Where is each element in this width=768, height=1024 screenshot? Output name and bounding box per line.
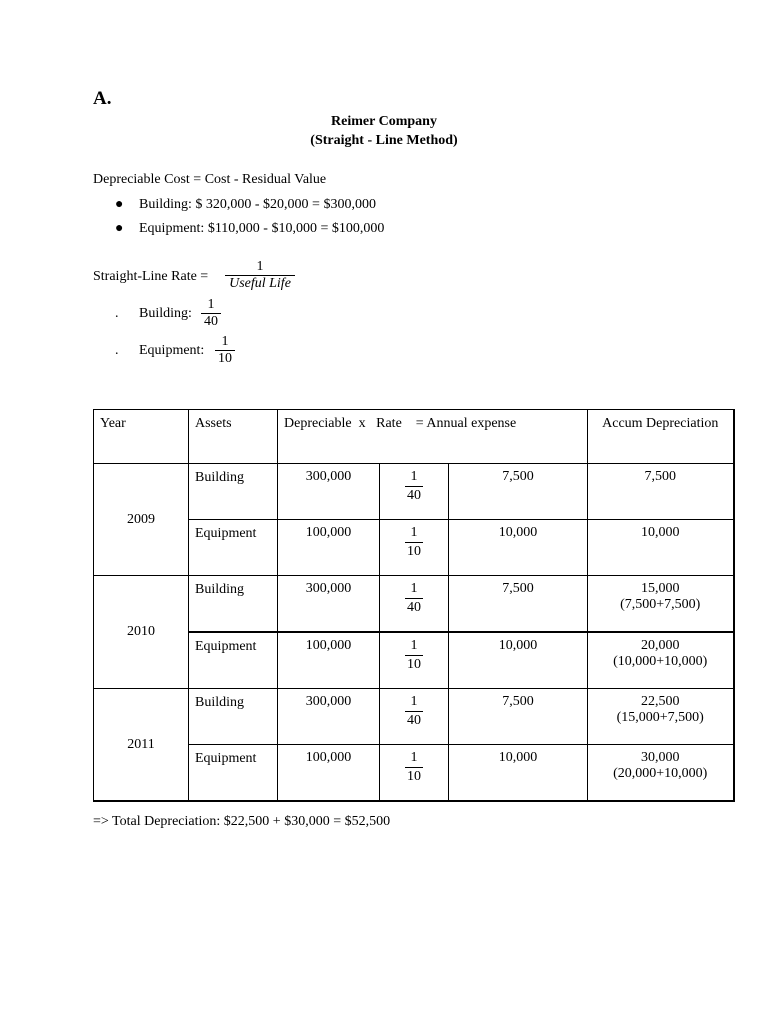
rate-item-equipment bbox=[115, 343, 204, 359]
accum-cell bbox=[588, 689, 734, 745]
table-row bbox=[94, 689, 734, 745]
table-row bbox=[94, 520, 734, 576]
asset-cell: Building bbox=[189, 689, 278, 745]
asset-cell: Building bbox=[189, 576, 278, 633]
fraction-denominator: 40 bbox=[407, 713, 421, 728]
rate-cell bbox=[380, 464, 449, 520]
table-row bbox=[94, 745, 734, 802]
depreciable-cell: 300,000 bbox=[278, 689, 380, 745]
accum-cell bbox=[588, 520, 734, 576]
accum-cell bbox=[588, 464, 734, 520]
method-subtitle: (Straight - Line Method) bbox=[310, 133, 458, 148]
year-cell: 2010 bbox=[94, 576, 189, 689]
rate-cell bbox=[380, 576, 449, 633]
annual-expense-cell: 10,000 bbox=[449, 632, 588, 689]
table-header-row bbox=[94, 410, 734, 464]
fraction-numerator: 1 bbox=[256, 259, 264, 274]
rate-cell bbox=[380, 689, 449, 745]
accum-value: 20,000 bbox=[641, 638, 680, 653]
accum-note: (7,500+7,500) bbox=[620, 597, 701, 612]
rate-cell bbox=[380, 632, 449, 689]
asset-cell: Equipment bbox=[189, 632, 278, 689]
accum-cell bbox=[588, 632, 734, 689]
accum-cell bbox=[588, 745, 734, 802]
depreciable-cell: 300,000 bbox=[278, 464, 380, 520]
fraction-denominator: Useful Life bbox=[229, 276, 291, 291]
table-row bbox=[94, 464, 734, 520]
fraction-denominator: 40 bbox=[407, 600, 421, 615]
bullet-text: Building: $ 320,000 - $20,000 = $300,000 bbox=[139, 197, 376, 212]
rate-item-label: Building: bbox=[139, 306, 192, 321]
fraction-numerator: 1 bbox=[410, 638, 418, 653]
header-depreciable-rate-annual: Depreciable x Rate = Annual expense bbox=[278, 410, 588, 464]
accum-value: 22,500 bbox=[641, 694, 680, 709]
accum-cell bbox=[588, 576, 734, 633]
fraction-denominator: 10 bbox=[407, 769, 421, 784]
accum-note: (15,000+7,500) bbox=[616, 710, 704, 725]
fraction-denominator: 10 bbox=[407, 657, 421, 672]
rate-formula-fraction bbox=[225, 259, 295, 292]
fraction-numerator: 1 bbox=[410, 469, 418, 484]
accum-value: 7,500 bbox=[644, 469, 676, 484]
asset-cell: Equipment bbox=[189, 745, 278, 802]
table-row bbox=[94, 576, 734, 633]
accum-note: (10,000+10,000) bbox=[613, 654, 708, 669]
accum-value: 15,000 bbox=[641, 581, 680, 596]
rate-equipment-fraction bbox=[215, 334, 235, 367]
depreciable-cell: 100,000 bbox=[278, 520, 380, 576]
fraction-numerator: 1 bbox=[207, 297, 215, 312]
header-accum-depreciation: Accum Depreciation bbox=[588, 410, 734, 464]
accum-value: 10,000 bbox=[641, 525, 680, 540]
year-cell: 2011 bbox=[94, 689, 189, 802]
accum-note: (20,000+10,000) bbox=[613, 766, 708, 781]
header-assets: Assets bbox=[189, 410, 278, 464]
depreciation-table bbox=[93, 409, 735, 802]
bullet-building-cost bbox=[115, 197, 376, 213]
fraction-denominator: 40 bbox=[407, 488, 421, 503]
annual-expense-cell: 10,000 bbox=[449, 745, 588, 802]
fraction-numerator: 1 bbox=[410, 750, 418, 765]
straight-line-rate-label: Straight-Line Rate = bbox=[93, 269, 209, 284]
fraction-numerator: 1 bbox=[410, 581, 418, 596]
fraction-denominator: 10 bbox=[407, 544, 421, 559]
annual-expense-cell: 7,500 bbox=[449, 464, 588, 520]
bullet-equipment-cost bbox=[115, 221, 384, 237]
bullet-text: Equipment: $110,000 - $10,000 = $100,000 bbox=[139, 221, 385, 236]
header-year: Year bbox=[94, 410, 189, 464]
fraction-denominator: 10 bbox=[218, 351, 232, 366]
annual-expense-cell: 10,000 bbox=[449, 520, 588, 576]
rate-cell bbox=[380, 520, 449, 576]
annual-expense-cell: 7,500 bbox=[449, 689, 588, 745]
rate-building-fraction bbox=[201, 297, 221, 330]
bullet-icon: ● bbox=[115, 197, 124, 212]
bullet-icon: . bbox=[115, 306, 119, 321]
bullet-icon: . bbox=[115, 343, 119, 358]
fraction-numerator: 1 bbox=[410, 694, 418, 709]
depreciable-cell: 300,000 bbox=[278, 576, 380, 633]
section-heading: A. bbox=[93, 88, 112, 109]
asset-cell: Building bbox=[189, 464, 278, 520]
total-depreciation: => Total Depreciation: $22,500 + $30,000 = $52,500 bbox=[93, 814, 391, 829]
asset-cell: Equipment bbox=[189, 520, 278, 576]
year-cell: 2009 bbox=[94, 464, 189, 576]
depreciable-cell: 100,000 bbox=[278, 745, 380, 802]
table-row bbox=[94, 632, 734, 689]
rate-cell bbox=[380, 745, 449, 802]
rate-item-label: Equipment: bbox=[139, 343, 205, 358]
fraction-denominator: 40 bbox=[204, 314, 218, 329]
fraction-numerator: 1 bbox=[410, 525, 418, 540]
accum-value: 30,000 bbox=[641, 750, 680, 765]
depreciable-cost-formula: Depreciable Cost = Cost - Residual Value bbox=[93, 172, 327, 187]
depreciable-cell: 100,000 bbox=[278, 632, 380, 689]
annual-expense-cell: 7,500 bbox=[449, 576, 588, 633]
rate-item-building bbox=[115, 306, 192, 322]
company-title: Reimer Company bbox=[331, 114, 437, 129]
fraction-numerator: 1 bbox=[221, 334, 229, 349]
bullet-icon: ● bbox=[115, 221, 124, 236]
